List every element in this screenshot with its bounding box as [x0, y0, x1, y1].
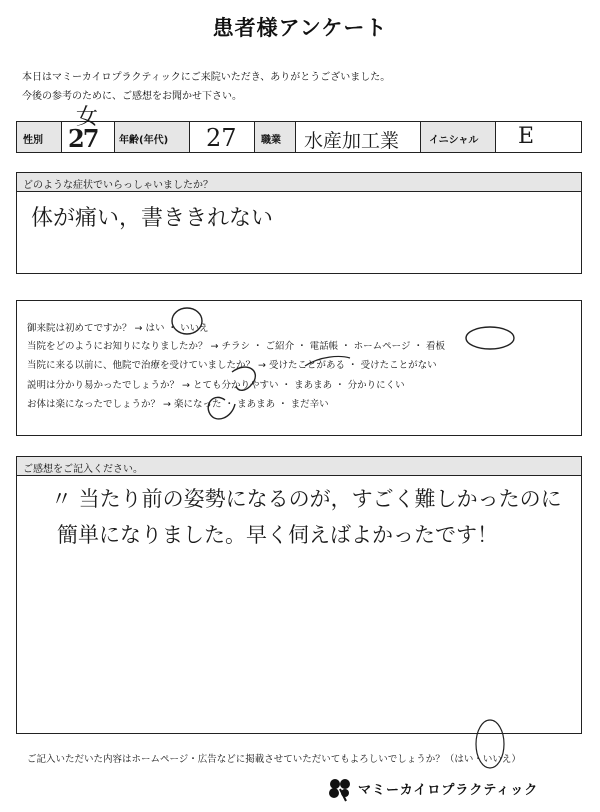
consent-options: （はい・いいえ）: [444, 754, 521, 765]
gender-label: 性別: [23, 135, 43, 146]
impression-line-1: 〃 当たり前の姿勢になるのが，すごく難しかったのに: [51, 487, 562, 511]
footer-logo-text: マミーカイロプラクティック: [358, 783, 539, 798]
age-label: 年齢(年代): [119, 135, 169, 146]
initial-value: E: [518, 124, 535, 149]
job-value: 水産加工業: [304, 130, 400, 152]
intro-line-2: 今後の参考のために、ご感想をお聞かせ下さい。: [22, 91, 242, 102]
circle-mark-consent-yes: [476, 720, 504, 768]
page-title: 患者様アンケート: [212, 16, 388, 40]
circle-mark-kanban: [466, 327, 514, 349]
gender-scribble: 27: [68, 124, 98, 153]
tick-mark-experience: [305, 357, 350, 366]
consent-text: ご記入いただいた内容はホームページ・広告などに掲載させていただいてもよろしいでしょうか？: [27, 754, 445, 765]
question-5-options: → 楽になった ・ まあまあ ・ まだ辛い: [163, 399, 329, 410]
question-4-options: → とても分かりやすい ・ まあまあ ・ 分かりにくい: [182, 380, 405, 391]
question-3-options: → 受けたことがある ・ 受けたことがない: [258, 360, 437, 371]
question-4-text: 説明は分かり易かったでしょうか？: [27, 380, 180, 391]
symptom-answer: 体が痛い，書ききれない: [31, 206, 274, 231]
question-5-text: お体は楽になったでしょうか？: [27, 399, 161, 410]
circle-mark-hai: [172, 308, 202, 334]
impression-label: ご感想をご記入ください。: [23, 464, 143, 475]
initial-label: イニシャル: [429, 135, 479, 146]
question-1-options: → はい ・ いいえ: [134, 323, 209, 334]
symptom-question: どのような症状でいらっしゃいましたか？: [23, 180, 213, 191]
age-value: 27: [206, 124, 237, 152]
job-label: 職業: [261, 135, 281, 146]
intro-line-1: 本日はマミーカイロプラクティックにご来院いただき、ありがとうございました。: [22, 72, 391, 83]
circle-mark-understood: [232, 367, 255, 390]
circle-mark-relieved: [208, 397, 235, 419]
question-1-text: 御来院は初めてですか？: [27, 323, 132, 334]
question-2-options: → チラシ ・ ご紹介 ・ 電話帳 ・ ホームページ ・ 看板: [210, 341, 445, 352]
gender-value: 女: [76, 105, 99, 130]
impression-line-2: 簡単になりました。早く伺えばよかったです！: [57, 523, 498, 547]
question-3-text: 当院に来る以前に、他院で治療を受けていましたか？: [27, 360, 256, 371]
question-2-text: 当院をどのようにお知りになりましたか？: [27, 341, 208, 352]
